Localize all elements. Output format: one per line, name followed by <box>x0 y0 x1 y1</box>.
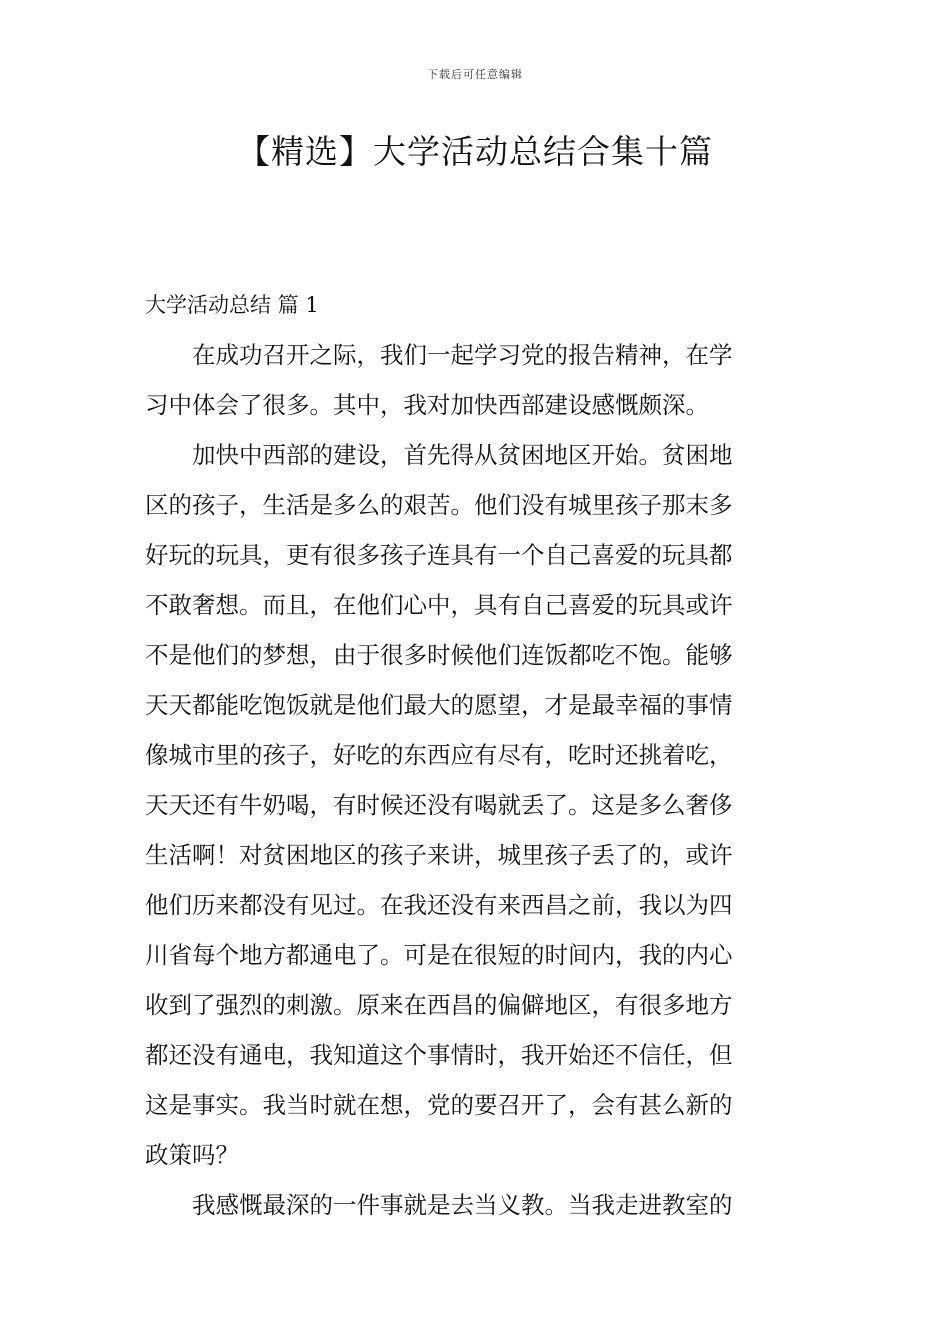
header-note: 下载后可任意编辑 <box>427 68 523 81</box>
text-line: 在成功召开之际，我们一起学习党的报告精神，在学 <box>145 341 733 369</box>
text-line: 好玩的玩具，更有很多孩子连具有一个自己喜爱的玩具都 <box>145 541 733 569</box>
text-line: 川省每个地方都通电了。可是在很短的时间内，我的内心 <box>145 941 733 969</box>
text-line: 都还没有通电，我知道这个事情时，我开始还不信任，但 <box>145 1041 733 1069</box>
text-line: 天天都能吃饱饭就是他们最大的愿望，才是最幸福的事情 <box>145 691 733 719</box>
text-line: 习中体会了很多。其中，我对加快西部建设感慨颇深。 <box>145 391 709 419</box>
document-title: 【精选】大学活动总结合集十篇 <box>237 132 713 171</box>
text-line: 不是他们的梦想，由于很多时候他们连饭都吃不饱。能够 <box>145 641 733 669</box>
text-line: 生活啊！对贫困地区的孩子来讲，城里孩子丢了的，或许 <box>145 841 733 869</box>
text-line: 天天还有牛奶喝，有时候还没有喝就丢了。这是多么奢侈 <box>145 791 733 819</box>
document-body <box>145 280 810 1230</box>
text-line: 加快中西部的建设，首先得从贫困地区开始。贫困地 <box>145 441 733 469</box>
text-line: 他们历来都没有见过。在我还没有来西昌之前，我以为四 <box>145 891 733 919</box>
text-line: 不敢奢想。而且，在他们心中，具有自己喜爱的玩具或许 <box>145 591 733 619</box>
text-line: 我感慨最深的一件事就是去当义教。当我走进教室的 <box>145 1191 733 1219</box>
text-line: 政策吗？ <box>145 1141 239 1169</box>
text-line: 收到了强烈的刺激。原来在西昌的偏僻地区，有很多地方 <box>145 991 733 1019</box>
text-line: 这是事实。我当时就在想，党的要召开了，会有甚么新的 <box>145 1091 733 1119</box>
text-line: 像城市里的孩子，好吃的东西应有尽有，吃时还挑着吃， <box>145 741 733 769</box>
text-line: 区的孩子，生活是多么的艰苦。他们没有城里孩子那末多 <box>145 491 733 519</box>
section-heading: 大学活动总结 篇 1 <box>145 293 319 317</box>
